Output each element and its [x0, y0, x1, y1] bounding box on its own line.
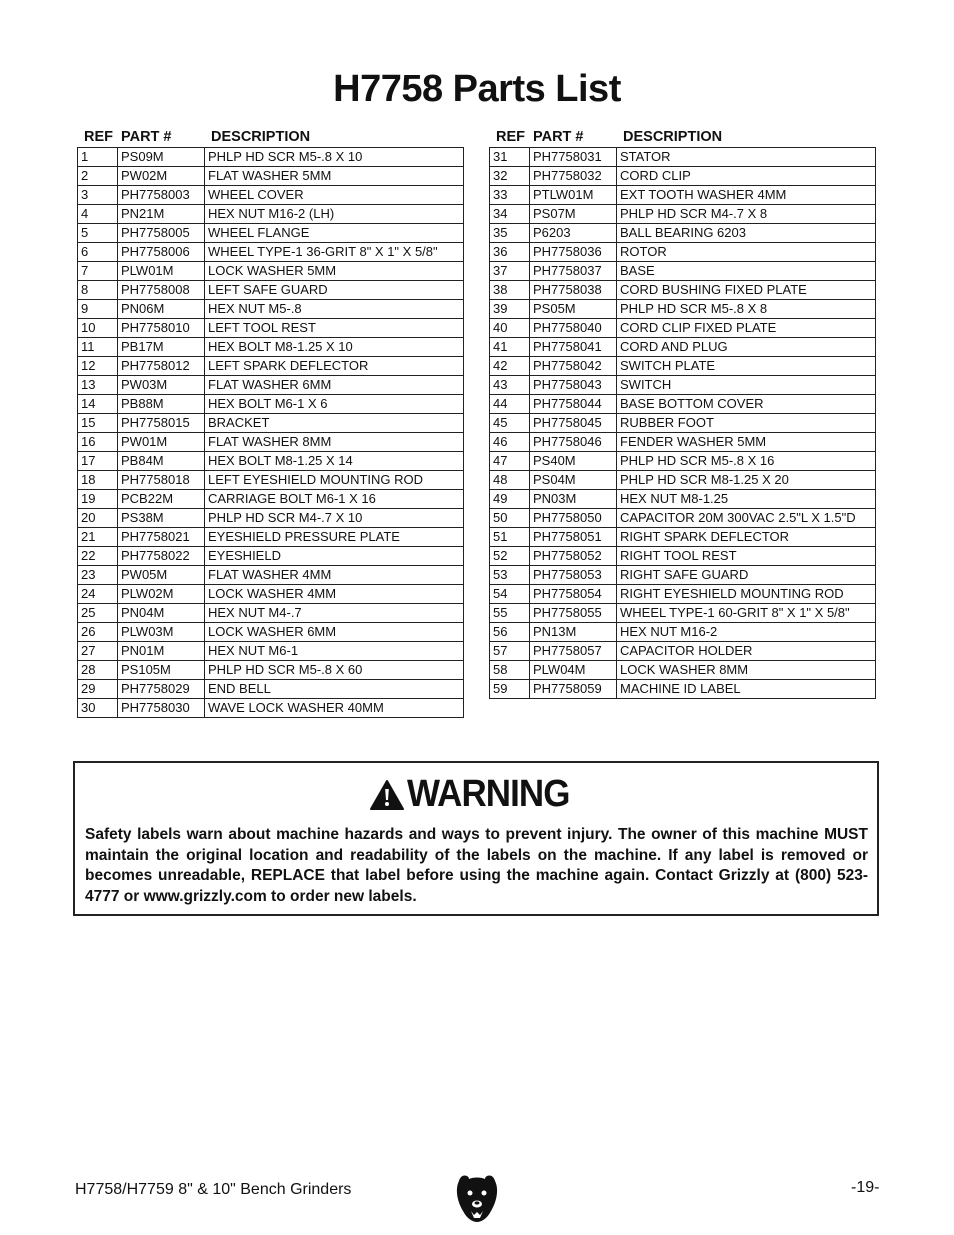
ref-cell: 25: [78, 604, 118, 623]
part-number-cell: PW01M: [118, 433, 205, 452]
part-number-cell: PH7758032: [530, 167, 617, 186]
description-cell: RIGHT EYESHIELD MOUNTING ROD: [617, 585, 876, 604]
description-cell: CORD CLIP FIXED PLATE: [617, 319, 876, 338]
part-number-cell: PH7758012: [118, 357, 205, 376]
description-header: DESCRIPTION: [623, 128, 723, 145]
description-cell: BRACKET: [205, 414, 464, 433]
ref-cell: 17: [78, 452, 118, 471]
part-number-cell: PCB22M: [118, 490, 205, 509]
part-number-cell: PH7758010: [118, 319, 205, 338]
table-row: [78, 357, 464, 376]
ref-cell: 58: [490, 661, 530, 680]
description-cell: RUBBER FOOT: [617, 414, 876, 433]
bear-head-icon: [455, 1171, 499, 1223]
description-cell: LOCK WASHER 6MM: [205, 623, 464, 642]
table-row: [78, 623, 464, 642]
ref-cell: 9: [78, 300, 118, 319]
ref-cell: 32: [490, 167, 530, 186]
ref-cell: 16: [78, 433, 118, 452]
ref-cell: 7: [78, 262, 118, 281]
ref-cell: 57: [490, 642, 530, 661]
part-number-cell: PS105M: [118, 661, 205, 680]
part-number-cell: PH7758044: [530, 395, 617, 414]
part-number-cell: PH7758054: [530, 585, 617, 604]
ref-cell: 49: [490, 490, 530, 509]
description-cell: WHEEL COVER: [205, 186, 464, 205]
ref-cell: 29: [78, 680, 118, 699]
table-row: [490, 680, 876, 699]
table-row: [490, 281, 876, 300]
part-number-cell: PH7758030: [118, 699, 205, 718]
part-number-cell: PB17M: [118, 338, 205, 357]
parts-table-right: [489, 147, 876, 699]
part-number-cell: PH7758015: [118, 414, 205, 433]
table-row: [78, 338, 464, 357]
table-row: [490, 433, 876, 452]
part-number-cell: PN13M: [530, 623, 617, 642]
description-cell: LEFT SPARK DEFLECTOR: [205, 357, 464, 376]
ref-cell: 22: [78, 547, 118, 566]
description-cell: PHLP HD SCR M5-.8 X 60: [205, 661, 464, 680]
description-cell: HEX BOLT M6-1 X 6: [205, 395, 464, 414]
part-number-cell: PH7758059: [530, 680, 617, 699]
part-number-cell: PH7758051: [530, 528, 617, 547]
part-number-cell: PLW03M: [118, 623, 205, 642]
ref-cell: 8: [78, 281, 118, 300]
table-row: [78, 243, 464, 262]
description-cell: BASE: [617, 262, 876, 281]
table-row: [490, 148, 876, 167]
part-number-cell: PS09M: [118, 148, 205, 167]
part-number-cell: PH7758043: [530, 376, 617, 395]
ref-cell: 3: [78, 186, 118, 205]
table-row: [490, 243, 876, 262]
ref-cell: 38: [490, 281, 530, 300]
ref-cell: 40: [490, 319, 530, 338]
warning-text: Safety labels warn about machine hazards and ways to prevent injury. The owner of this machine MUST maintain the original location and readability of the labels on the machine. If any label is removed or becomes unreadable, REPLACE that label before using the machine again. Contact Grizzly at (800) 523-4777 or www.grizzly.com to order new labels.: [85, 826, 868, 905]
table-row: [78, 604, 464, 623]
ref-cell: 21: [78, 528, 118, 547]
description-cell: LOCK WASHER 4MM: [205, 585, 464, 604]
table-row: [78, 319, 464, 338]
ref-cell: 33: [490, 186, 530, 205]
part-number-cell: PLW04M: [530, 661, 617, 680]
description-cell: WAVE LOCK WASHER 40MM: [205, 699, 464, 718]
part-number-cell: PH7758040: [530, 319, 617, 338]
part-number-cell: PH7758008: [118, 281, 205, 300]
part-number-cell: PS04M: [530, 471, 617, 490]
part-number-cell: P6203: [530, 224, 617, 243]
description-cell: ROTOR: [617, 243, 876, 262]
table-row: [490, 604, 876, 623]
table-row: [490, 186, 876, 205]
ref-cell: 6: [78, 243, 118, 262]
description-cell: PHLP HD SCR M5-.8 X 16: [617, 452, 876, 471]
table-row: [490, 414, 876, 433]
part-number-cell: PH7758036: [530, 243, 617, 262]
description-cell: PHLP HD SCR M5-.8 X 10: [205, 148, 464, 167]
part-number-cell: PH7758041: [530, 338, 617, 357]
description-cell: WHEEL TYPE-1 60-GRIT 8" X 1" X 5/8": [617, 604, 876, 623]
part-number-cell: PH7758031: [530, 148, 617, 167]
part-number-cell: PS05M: [530, 300, 617, 319]
warning-box: [73, 761, 879, 916]
description-cell: HEX BOLT M8-1.25 X 14: [205, 452, 464, 471]
description-cell: LOCK WASHER 8MM: [617, 661, 876, 680]
parts-list-left: [77, 126, 464, 718]
ref-cell: 30: [78, 699, 118, 718]
description-cell: HEX NUT M6-1: [205, 642, 464, 661]
part-number-cell: PLW01M: [118, 262, 205, 281]
description-cell: WHEEL TYPE-1 36-GRIT 8" X 1" X 5/8": [205, 243, 464, 262]
description-cell: SWITCH PLATE: [617, 357, 876, 376]
table-row: [78, 300, 464, 319]
description-cell: BASE BOTTOM COVER: [617, 395, 876, 414]
page-title: H7758 Parts List: [333, 68, 621, 110]
table-row: [78, 452, 464, 471]
table-row: [490, 585, 876, 604]
ref-cell: 44: [490, 395, 530, 414]
page-number: -19-: [851, 1179, 880, 1196]
ref-cell: 41: [490, 338, 530, 357]
footer-manual-title: H7758/H7759 8" & 10" Bench Grinders: [75, 1181, 352, 1198]
description-cell: HEX BOLT M8-1.25 X 10: [205, 338, 464, 357]
ref-cell: 14: [78, 395, 118, 414]
part-number-cell: PH7758021: [118, 528, 205, 547]
table-row: [490, 566, 876, 585]
part-number-cell: PH7758018: [118, 471, 205, 490]
part-number-cell: PH7758045: [530, 414, 617, 433]
description-cell: LEFT EYESHIELD MOUNTING ROD: [205, 471, 464, 490]
warning-title: WARNING: [406, 773, 570, 815]
description-cell: STATOR: [617, 148, 876, 167]
table-row: [490, 395, 876, 414]
ref-cell: 20: [78, 509, 118, 528]
ref-cell: 12: [78, 357, 118, 376]
part-number-cell: PH7758055: [530, 604, 617, 623]
part-number-cell: PH7758005: [118, 224, 205, 243]
table-row: [490, 300, 876, 319]
ref-cell: 26: [78, 623, 118, 642]
ref-cell: 39: [490, 300, 530, 319]
part-number-cell: PN06M: [118, 300, 205, 319]
description-cell: RIGHT SAFE GUARD: [617, 566, 876, 585]
ref-cell: 35: [490, 224, 530, 243]
description-cell: WHEEL FLANGE: [205, 224, 464, 243]
ref-cell: 5: [78, 224, 118, 243]
table-row: [78, 642, 464, 661]
table-row: [490, 376, 876, 395]
description-cell: CORD CLIP: [617, 167, 876, 186]
part-number-cell: PB84M: [118, 452, 205, 471]
description-cell: LOCK WASHER 5MM: [205, 262, 464, 281]
table-row: [78, 471, 464, 490]
ref-cell: 45: [490, 414, 530, 433]
ref-cell: 27: [78, 642, 118, 661]
description-cell: EYESHIELD PRESSURE PLATE: [205, 528, 464, 547]
part-number-cell: PH7758003: [118, 186, 205, 205]
column-headers: [77, 126, 464, 147]
description-cell: LEFT SAFE GUARD: [205, 281, 464, 300]
ref-cell: 18: [78, 471, 118, 490]
ref-cell: 52: [490, 547, 530, 566]
table-row: [490, 319, 876, 338]
ref-cell: 59: [490, 680, 530, 699]
part-number-cell: PW02M: [118, 167, 205, 186]
description-cell: EYESHIELD: [205, 547, 464, 566]
part-number-header: PART #: [121, 128, 172, 145]
ref-cell: 42: [490, 357, 530, 376]
ref-cell: 56: [490, 623, 530, 642]
ref-cell: 48: [490, 471, 530, 490]
table-row: [78, 661, 464, 680]
table-row: [490, 205, 876, 224]
ref-cell: 24: [78, 585, 118, 604]
part-number-cell: PW05M: [118, 566, 205, 585]
table-row: [78, 680, 464, 699]
table-row: [78, 281, 464, 300]
description-cell: FLAT WASHER 5MM: [205, 167, 464, 186]
ref-cell: 36: [490, 243, 530, 262]
part-number-cell: PH7758057: [530, 642, 617, 661]
description-cell: HEX NUT M8-1.25: [617, 490, 876, 509]
ref-cell: 19: [78, 490, 118, 509]
table-row: [490, 167, 876, 186]
ref-cell: 46: [490, 433, 530, 452]
description-cell: CARRIAGE BOLT M6-1 X 16: [205, 490, 464, 509]
ref-cell: 4: [78, 205, 118, 224]
table-row: [490, 452, 876, 471]
table-row: [490, 642, 876, 661]
table-row: [78, 490, 464, 509]
description-cell: HEX NUT M4-.7: [205, 604, 464, 623]
description-cell: PHLP HD SCR M8-1.25 X 20: [617, 471, 876, 490]
description-cell: END BELL: [205, 680, 464, 699]
table-row: [78, 262, 464, 281]
ref-cell: 53: [490, 566, 530, 585]
table-row: [490, 528, 876, 547]
description-cell: LEFT TOOL REST: [205, 319, 464, 338]
ref-cell: 13: [78, 376, 118, 395]
table-row: [78, 224, 464, 243]
ref-header: REF: [496, 128, 525, 145]
description-cell: HEX NUT M16-2 (LH): [205, 205, 464, 224]
part-number-cell: PLW02M: [118, 585, 205, 604]
table-row: [78, 547, 464, 566]
table-row: [78, 566, 464, 585]
description-cell: CAPACITOR 20M 300VAC 2.5"L X 1.5"D: [617, 509, 876, 528]
ref-cell: 23: [78, 566, 118, 585]
part-number-cell: PS07M: [530, 205, 617, 224]
description-cell: FLAT WASHER 4MM: [205, 566, 464, 585]
ref-cell: 55: [490, 604, 530, 623]
ref-cell: 15: [78, 414, 118, 433]
part-number-cell: PN21M: [118, 205, 205, 224]
description-cell: FENDER WASHER 5MM: [617, 433, 876, 452]
ref-cell: 11: [78, 338, 118, 357]
table-row: [490, 661, 876, 680]
ref-cell: 51: [490, 528, 530, 547]
part-number-cell: PN03M: [530, 490, 617, 509]
column-headers: [489, 126, 876, 147]
part-number-cell: PH7758046: [530, 433, 617, 452]
table-row: [78, 167, 464, 186]
description-cell: HEX NUT M5-.8: [205, 300, 464, 319]
description-cell: FLAT WASHER 8MM: [205, 433, 464, 452]
table-row: [78, 528, 464, 547]
table-row: [78, 376, 464, 395]
description-cell: CORD BUSHING FIXED PLATE: [617, 281, 876, 300]
part-number-cell: PH7758042: [530, 357, 617, 376]
description-cell: MACHINE ID LABEL: [617, 680, 876, 699]
part-number-cell: PS40M: [530, 452, 617, 471]
ref-cell: 10: [78, 319, 118, 338]
ref-cell: 28: [78, 661, 118, 680]
description-cell: SWITCH: [617, 376, 876, 395]
table-row: [490, 357, 876, 376]
table-row: [490, 471, 876, 490]
description-cell: PHLP HD SCR M4-.7 X 10: [205, 509, 464, 528]
description-header: DESCRIPTION: [211, 128, 311, 145]
description-cell: EXT TOOTH WASHER 4MM: [617, 186, 876, 205]
description-cell: PHLP HD SCR M5-.8 X 8: [617, 300, 876, 319]
parts-list-right: [489, 126, 876, 699]
table-row: [490, 338, 876, 357]
warning-header: [75, 773, 877, 816]
ref-cell: 1: [78, 148, 118, 167]
table-row: [78, 186, 464, 205]
table-row: [78, 395, 464, 414]
table-row: [78, 433, 464, 452]
part-number-cell: PH7758037: [530, 262, 617, 281]
part-number-cell: PH7758022: [118, 547, 205, 566]
part-number-cell: PH7758052: [530, 547, 617, 566]
part-number-cell: PH7758053: [530, 566, 617, 585]
warning-triangle-icon: [369, 779, 405, 811]
table-row: [490, 509, 876, 528]
ref-cell: 54: [490, 585, 530, 604]
table-row: [490, 224, 876, 243]
part-number-cell: PH7758006: [118, 243, 205, 262]
part-number-cell: PH7758029: [118, 680, 205, 699]
description-cell: HEX NUT M16-2: [617, 623, 876, 642]
description-cell: CORD AND PLUG: [617, 338, 876, 357]
part-number-cell: PTLW01M: [530, 186, 617, 205]
ref-cell: 50: [490, 509, 530, 528]
ref-cell: 2: [78, 167, 118, 186]
parts-table-left: [77, 147, 464, 718]
ref-cell: 47: [490, 452, 530, 471]
table-row: [490, 490, 876, 509]
table-row: [490, 623, 876, 642]
ref-header: REF: [84, 128, 113, 145]
description-cell: FLAT WASHER 6MM: [205, 376, 464, 395]
description-cell: PHLP HD SCR M4-.7 X 8: [617, 205, 876, 224]
table-row: [78, 585, 464, 604]
table-row: [78, 699, 464, 718]
description-cell: BALL BEARING 6203: [617, 224, 876, 243]
description-cell: CAPACITOR HOLDER: [617, 642, 876, 661]
table-row: [78, 205, 464, 224]
part-number-cell: PN01M: [118, 642, 205, 661]
table-row: [78, 414, 464, 433]
part-number-cell: PN04M: [118, 604, 205, 623]
table-row: [490, 547, 876, 566]
part-number-cell: PH7758038: [530, 281, 617, 300]
ref-cell: 31: [490, 148, 530, 167]
part-number-cell: PH7758050: [530, 509, 617, 528]
table-row: [78, 148, 464, 167]
part-number-cell: PS38M: [118, 509, 205, 528]
ref-cell: 37: [490, 262, 530, 281]
ref-cell: 43: [490, 376, 530, 395]
description-cell: RIGHT TOOL REST: [617, 547, 876, 566]
part-number-cell: PW03M: [118, 376, 205, 395]
part-number-cell: PB88M: [118, 395, 205, 414]
ref-cell: 34: [490, 205, 530, 224]
table-row: [78, 509, 464, 528]
part-number-header: PART #: [533, 128, 584, 145]
description-cell: RIGHT SPARK DEFLECTOR: [617, 528, 876, 547]
table-row: [490, 262, 876, 281]
